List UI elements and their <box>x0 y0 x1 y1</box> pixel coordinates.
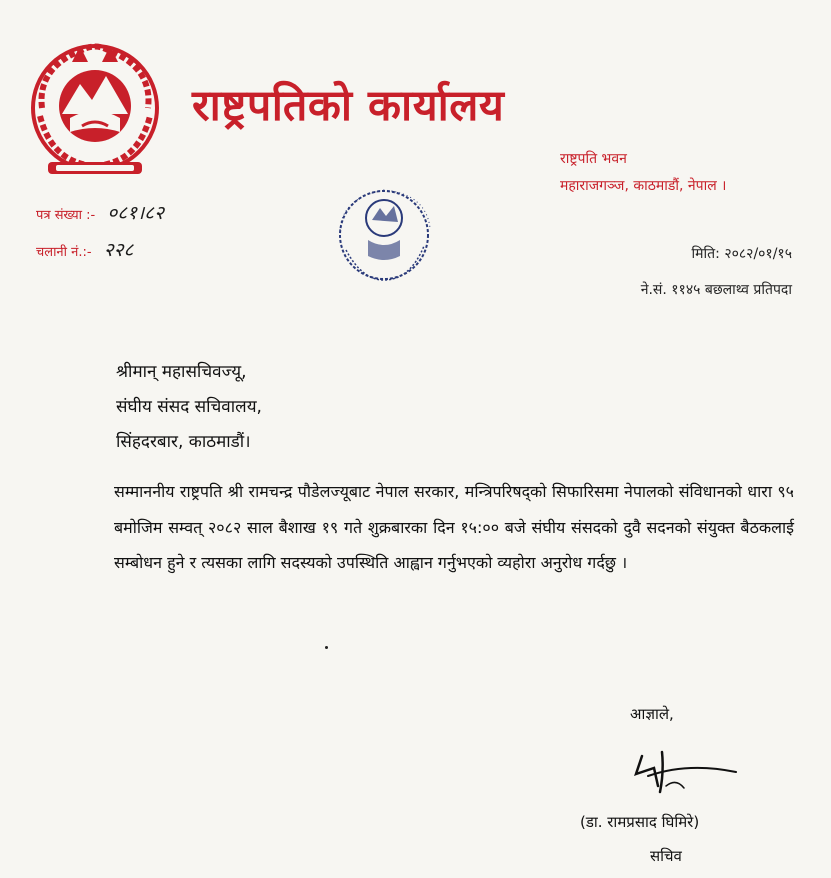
letter-number-value: ०८१।८२ <box>107 202 164 224</box>
dispatch-number-row <box>36 233 164 270</box>
dispatch-number-value: २२८ <box>103 239 134 261</box>
letter-body: सम्माननीय राष्ट्रपति श्री रामचन्द्र पौडेलज्यूबाट नेपाल सरकार, मन्त्रिपरिषद्को सिफारिसमा नेपालको संविधानको धारा ९५ बमोजिम सम्वत् २०८२ साल बैशाख १९ गते शुक्रबारका दिन १५:०० बजे संघीय संसदको दुवै सदनको संयुक्त बैठकलाई सम्बोधन हुने र त्यसका लागि सदस्यको उपस्थिति आह्वान गर्नुभएको व्यहोरा अनुरोध गर्दछु । <box>114 482 794 572</box>
office-seal-stamp-icon <box>322 180 452 295</box>
date-block <box>540 236 792 308</box>
reference-block <box>36 196 164 270</box>
recipient-line-2: संघीय संसद सचिवालय, <box>116 397 262 417</box>
nepal-coat-of-arms-icon <box>22 38 168 184</box>
date-line: मिति: २०८२/०१/१५ <box>691 246 792 262</box>
dispatch-number-label: चलानी नं.:- <box>36 245 92 260</box>
address-line-1: राष्ट्रपति भवन <box>560 151 627 167</box>
letter-number-label: पत्र संख्या :- <box>36 208 96 223</box>
recipient-line-3: सिंहदरबार, काठमाडौं। <box>116 432 251 452</box>
signer-name: (डा. रामप्रसाद घिमिरे) <box>580 813 700 831</box>
office-address <box>560 146 726 200</box>
signoff: आज्ञाले, <box>630 705 674 723</box>
handwritten-signature-icon <box>628 742 748 802</box>
ink-dot <box>325 646 328 649</box>
nepal-sambat-line: ने.सं. ११४५ बछलाथ्व प्रतिपदा <box>640 282 792 298</box>
recipient-line-1: श्रीमान् महासचिवज्यू, <box>116 362 247 382</box>
recipient-address <box>116 355 262 460</box>
signer-designation: सचिव <box>650 847 682 865</box>
office-title: राष्ट्रपतिको कार्यालय <box>192 81 505 131</box>
letter-number-row <box>36 196 164 233</box>
address-line-2: महाराजगञ्ज, काठमाडौं, नेपाल । <box>560 178 727 194</box>
